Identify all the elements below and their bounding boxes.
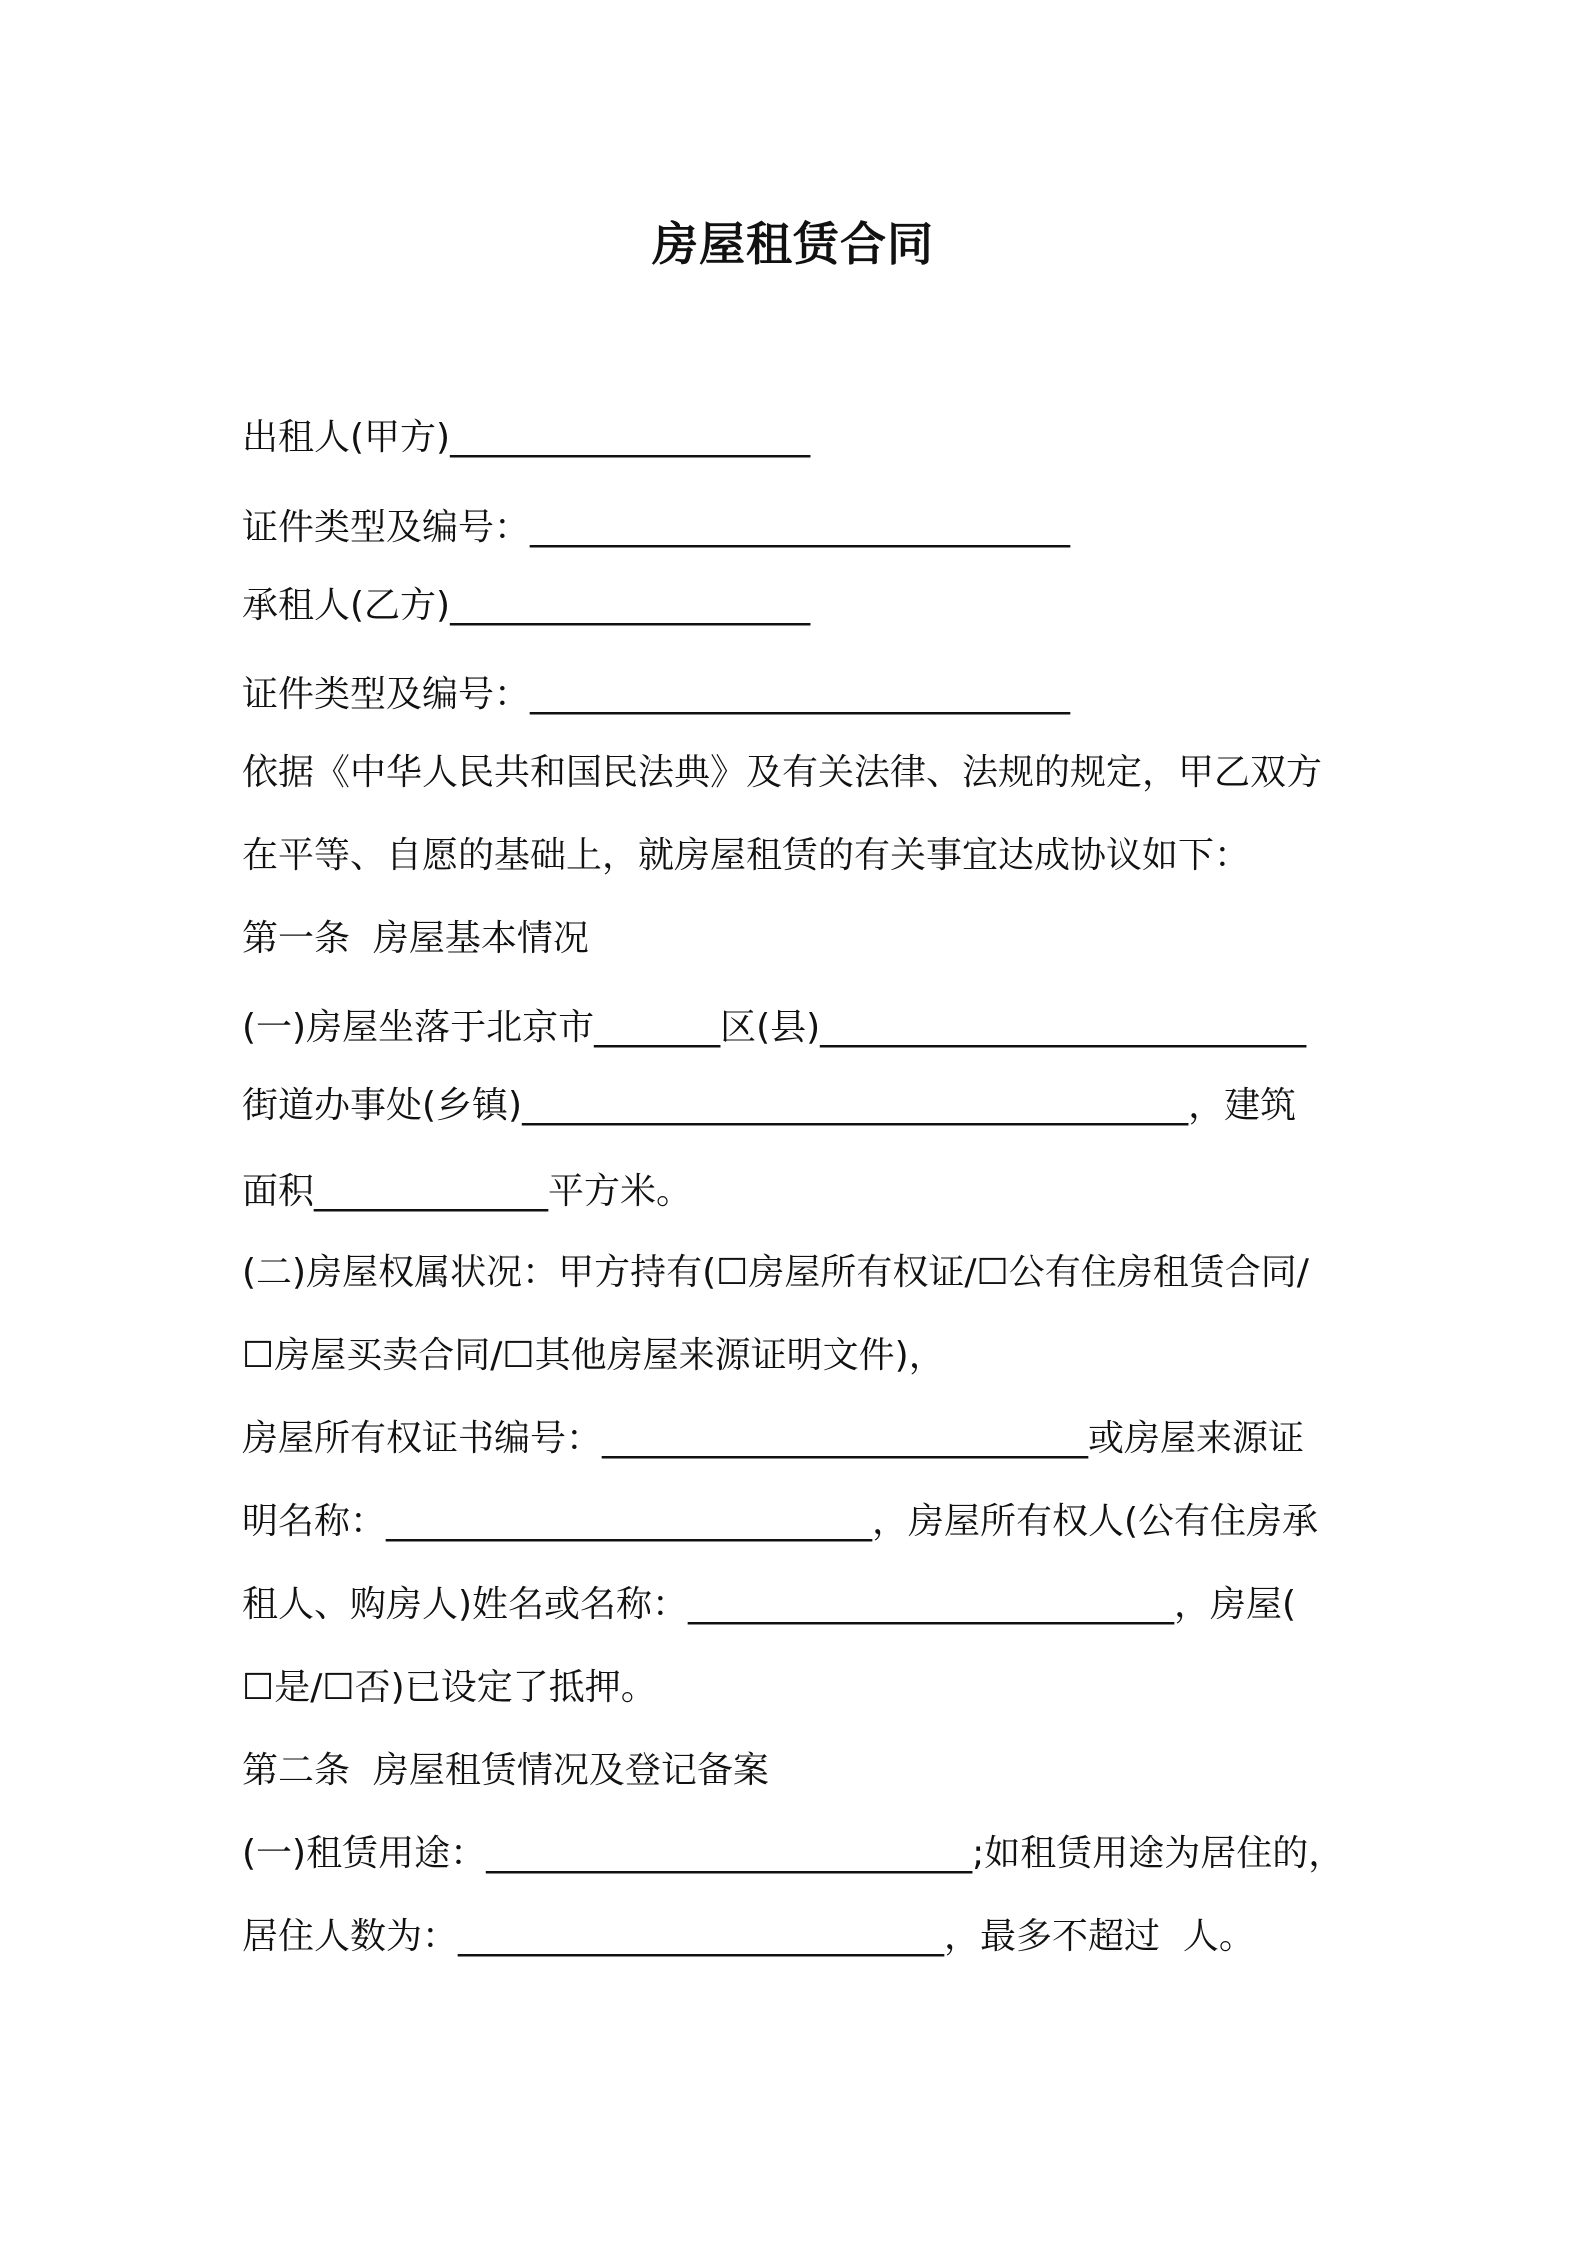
- ownership-line-1: (二)房屋权属状况：甲方持有(☐房屋所有权证/☐公有住房租赁合同/: [242, 1252, 1309, 1293]
- usage-line: (一)租赁用途：___________________________;如租赁用途为居住的，: [242, 1833, 1345, 1874]
- owner-name-line: 租人、购房人)姓名或名称：___________________________，房屋(: [242, 1584, 1297, 1625]
- certificate-line-1: 房屋所有权证书编号：___________________________或房屋来源证: [242, 1418, 1305, 1459]
- preamble-line-2: 在平等、自愿的基础上，就房屋租赁的有关事宜达成协议如下：: [242, 835, 1251, 876]
- mortgage-line: ☐是/☐否)已设定了抵押。: [242, 1667, 657, 1708]
- lessor-line: 出租人(甲方)____________________: [242, 417, 811, 458]
- occupants-line: 居住人数为：___________________________，最多不超过 人。: [242, 1916, 1255, 1957]
- location-line-2: 街道办事处(乡镇)_____________________________________，建筑: [242, 1085, 1297, 1126]
- area-line: 面积_____________平方米。: [242, 1171, 693, 1212]
- ownership-line-2: ☐房屋买卖合同/☐其他房屋来源证明文件)，: [242, 1335, 945, 1376]
- article-1-heading: 第一条 房屋基本情况: [242, 918, 589, 959]
- lessor-id-line: 证件类型及编号：______________________________: [242, 507, 1071, 548]
- certificate-line-2: 明名称：___________________________，房屋所有权人(公有住房承: [242, 1501, 1319, 1542]
- article-2-heading: 第二条 房屋租赁情况及登记备案: [242, 1750, 769, 1791]
- preamble-line-1: 依据《中华人民共和国民法典》及有关法律、法规的规定，甲乙双方: [242, 752, 1323, 793]
- location-line-1: (一)房屋坐落于北京市_______区(县)___________________________: [242, 1007, 1307, 1048]
- lessee-id-line: 证件类型及编号：______________________________: [242, 674, 1071, 715]
- lessee-line: 承租人(乙方)____________________: [242, 585, 811, 626]
- document-title: 房屋租赁合同: [652, 217, 934, 271]
